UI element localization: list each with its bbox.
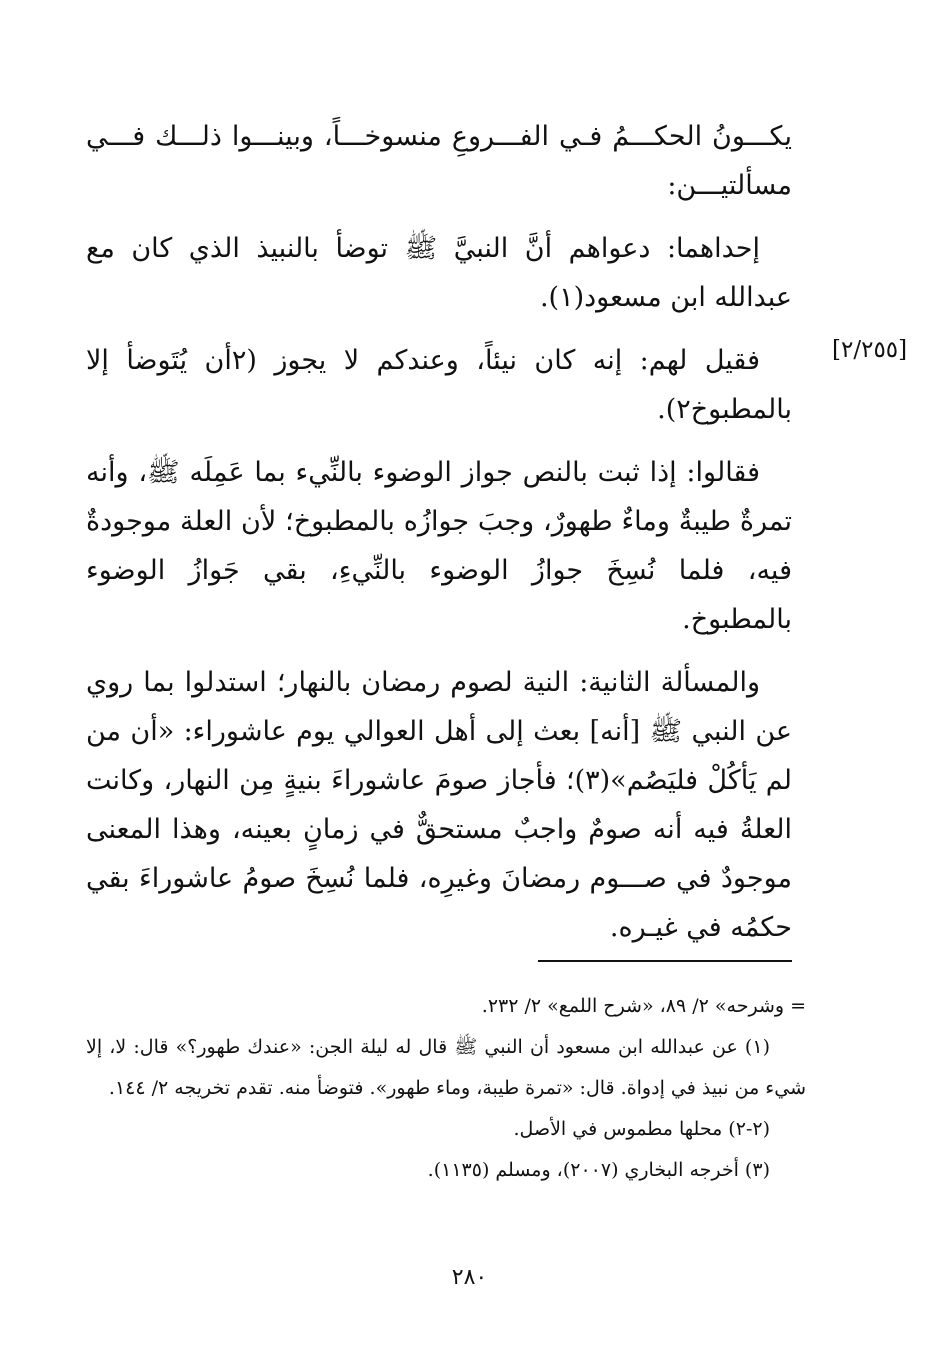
main-text: [86, 112, 792, 966]
paragraph-2: إحداهما: دعواهم أنَّ النبيَّ ﷺ توضأ بالنبيذ الذي كان مع عبدالله ابن مسعود(١).: [86, 233, 792, 313]
footnote-2: (٢-٢) محلها مطموس في الأصل.: [513, 1118, 770, 1140]
page-number: ٢٨٠: [451, 1265, 488, 1290]
footnote-1: (١) عن عبدالله ابن مسعود أن النبي ﷺ قال له ليلة الجن: «عندك طهور؟» قال: لا، إلا شيء من نبيذ في إدواة. قال: «تمرة طيبة، وماء طهور». فتوضأ منه. تقدم تخريجه ٢/ ١٤٤.: [86, 1036, 806, 1099]
paragraph-5: والمسألة الثانية: النية لصوم رمضان بالنهار؛ استدلوا بما روي عن النبي ﷺ [أنه] بعث إلى أهل العوالي يوم عاشوراء: «أن من لم يَأكُلْ فليَصُم»(٣)؛ فأجاز صومَ عاشوراءَ بنيةٍ مِن النهار، وكانت العلةُ فيه أنه صومٌ واجبٌ مستحقٌّ في زمانٍ بعينه، وهذا المعنى موجودٌ في صـــوم رمضانَ وغيرِه، فلما نُسِخَ صومُ عاشوراءَ بقي حكمُه في غيـره.: [86, 667, 793, 943]
paragraph-4: فقالوا: إذا ثبت بالنص جواز الوضوء بالنِّيء بما عَمِلَه ﷺ، وأنه تمرةٌ طيبةٌ وماءٌ طهورٌ، وجبَ جوازُه بالمطبوخ؛ لأن العلة موجودةٌ فيه، فلما نُسِخَ جوازُ الوضوء بالنِّيءِ، بقي جَوازُ الوضوء بالمطبوخ.: [86, 457, 792, 635]
footnote-separator: [538, 960, 792, 962]
paragraph-1: يكـــونُ الحكـــمُ فـي الفـــروعِ منسوخـــاً، وبينـــوا ذلـــك فـــي مسألتيـــن:: [86, 121, 792, 201]
paragraph-3: فقيل لهم: إنه كان نيئاً، وعندكم لا يجوز (٢أن يُتَوضأ إلا بالمطبوخ٢).: [86, 345, 792, 425]
footnotes: [86, 986, 806, 1191]
margin-page-reference: [٢/٢٥٥]: [832, 337, 908, 363]
footnote-3: (٣) أخرجه البخاري (٢٠٠٧)، ومسلم (١١٣٥).: [427, 1159, 770, 1181]
footnote-continuation: = وشرحه» ٢/ ٨٩، «شرح اللمع» ٢/ ٢٣٢.: [481, 995, 806, 1017]
